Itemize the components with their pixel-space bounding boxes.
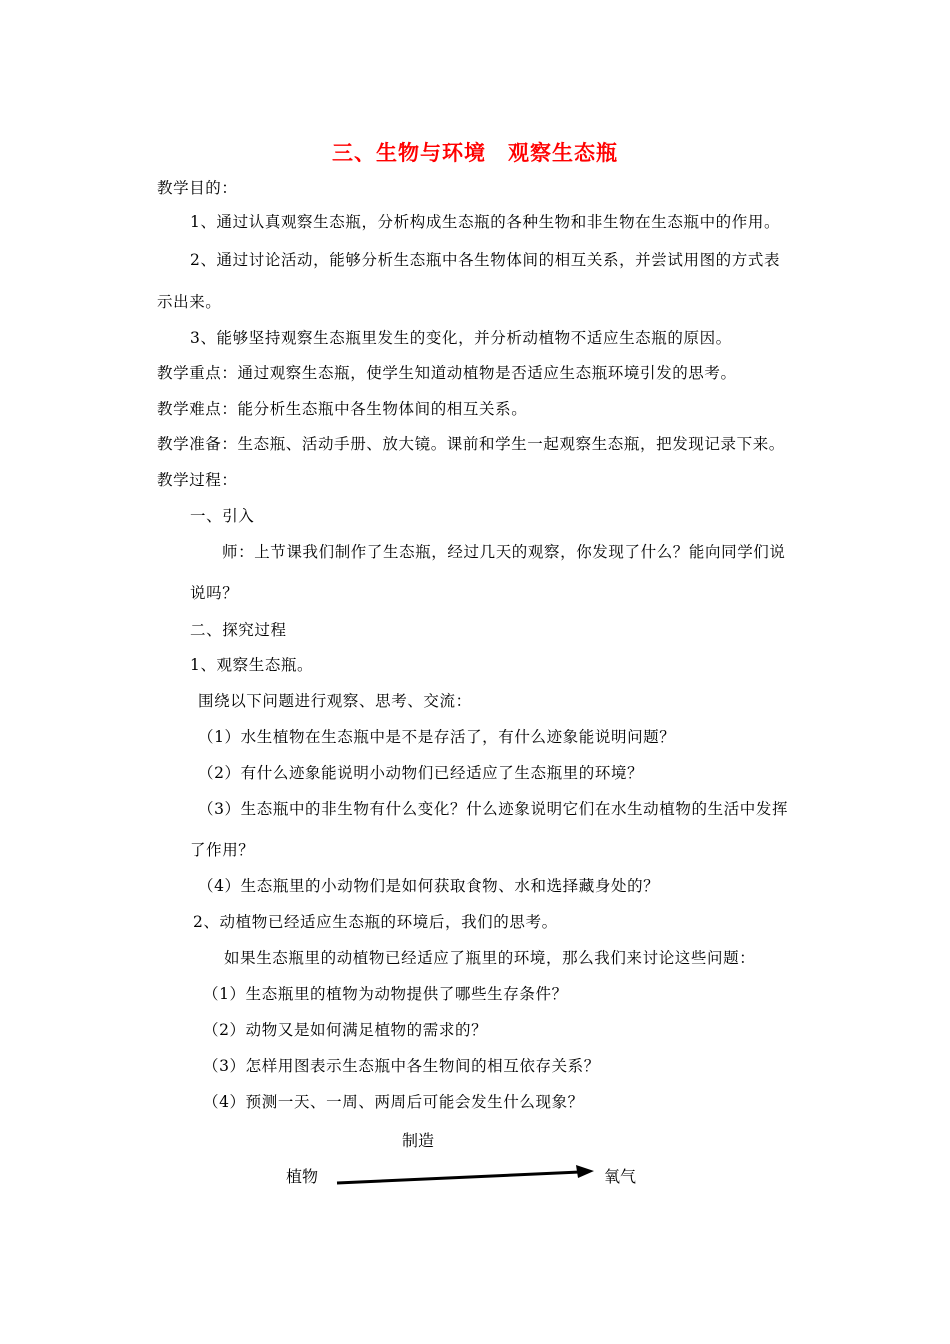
section-1-text: 师：上节课我们制作了生态瓶，经过几天的观察，你发现了什么？能向同学们说	[222, 543, 786, 561]
arrow-icon	[280, 1120, 660, 1200]
step-2-intro: 如果生态瓶里的动植物已经适应了瓶里的环境，那么我们来讨论这些问题：	[224, 949, 756, 967]
diagram-source-label: 植物	[286, 1167, 319, 1186]
objectives-heading: 教学目的：	[157, 179, 238, 197]
teaching-difficulty: 教学难点：能分析生态瓶中各生物体间的相互关系。	[157, 400, 528, 418]
step-2-question: （3）怎样用图表示生态瓶中各生物间的相互依存关系？	[203, 1057, 600, 1075]
step-2-question: （2）动物又是如何满足植物的需求的？	[203, 1021, 488, 1039]
teaching-focus: 教学重点：通过观察生态瓶，使学生知道动植物是否适应生态瓶环境引发的思考。	[157, 364, 737, 382]
step-1-question: （3）生态瓶中的非生物有什么变化？什么迹象说明它们在水生动植物的生活中发挥	[198, 800, 789, 818]
process-heading: 教学过程：	[157, 471, 238, 489]
step-1-intro: 围绕以下问题进行观察、思考、交流：	[198, 692, 472, 710]
objective-3: 3、能够坚持观察生态瓶里发生的变化，并分析动植物不适应生态瓶的原因。	[190, 329, 732, 347]
section-2-heading: 二、探究过程	[190, 621, 287, 639]
step-2-heading: 2、动植物已经适应生态瓶的环境后，我们的思考。	[193, 913, 558, 931]
teaching-preparation: 教学准备：生态瓶、活动手册、放大镜。课前和学生一起观察生态瓶，把发现记录下来。	[157, 435, 785, 453]
plant-oxygen-diagram	[280, 1120, 660, 1200]
step-2-question: （4）预测一天、一周、两周后可能会发生什么现象？	[203, 1093, 584, 1111]
diagram-target-label: 氧气	[604, 1167, 637, 1186]
objective-1: 1、通过认真观察生态瓶，分析构成生态瓶的各种生物和非生物在生态瓶中的作用。	[190, 213, 781, 231]
section-1-heading: 一、引入	[190, 507, 255, 525]
page-title: 三、生物与环境 观察生态瓶	[332, 141, 618, 165]
objective-2-cont: 示出来。	[157, 293, 222, 311]
step-2-question: （1）生态瓶里的植物为动物提供了哪些生存条件？	[203, 985, 568, 1003]
step-1-question: （1）水生植物在生态瓶中是不是存活了，有什么迹象能说明问题？	[198, 728, 676, 746]
step-1-question-cont: 了作用？	[190, 841, 255, 859]
step-1-question: （2）有什么迹象能说明小动物们已经适应了生态瓶里的环境？	[198, 764, 644, 782]
step-1-heading: 1、观察生态瓶。	[190, 656, 314, 674]
objective-2: 2、通过讨论活动，能够分析生态瓶中各生物体间的相互关系，并尝试用图的方式表	[190, 251, 781, 269]
arrow-label: 制造	[402, 1131, 435, 1150]
step-1-question: （4）生态瓶里的小动物们是如何获取食物、水和选择藏身处的？	[198, 877, 660, 895]
section-1-text-cont: 说吗？	[190, 584, 239, 602]
